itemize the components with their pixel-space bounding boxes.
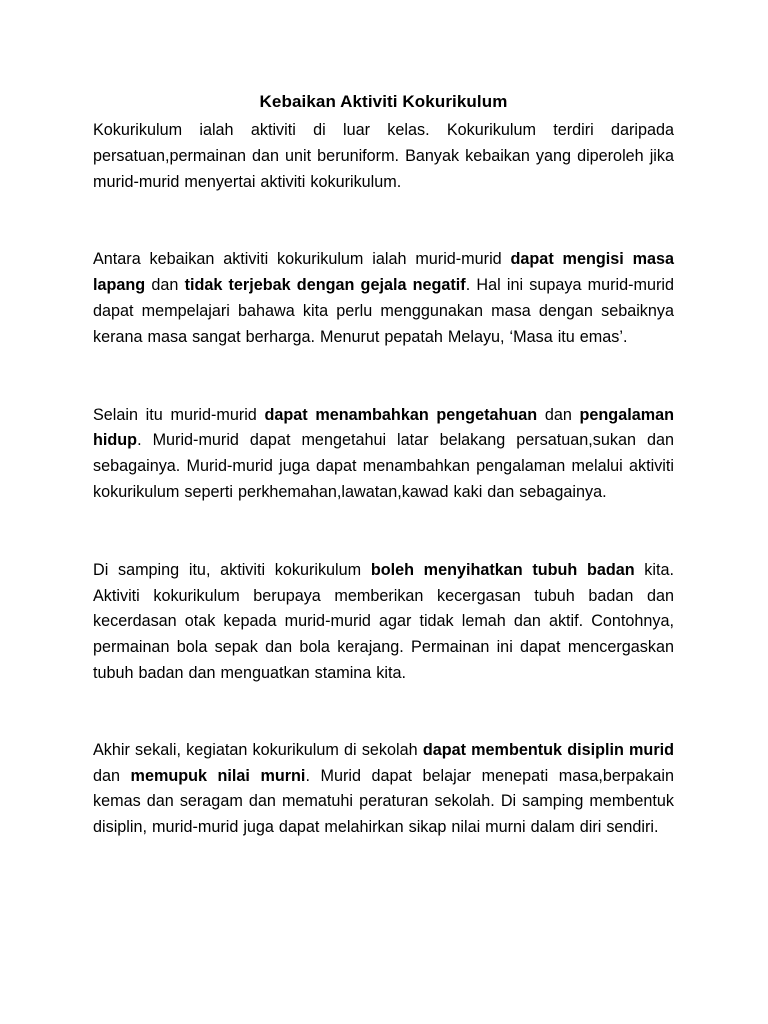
document-title: Kebaikan Aktiviti Kokurikulum — [259, 92, 508, 111]
paragraph-benefit-knowledge — [93, 403, 674, 506]
bold-text-segment: dapat menambahkan pengetahuan — [264, 405, 538, 424]
text-segment: . Murid dapat belajar menepati masa,berpakain kemas dan seragam dan mematuhi peraturan sekolah. Di samping membentuk disiplin, murid-murid juga dapat melahirkan sikap nilai murni dalam diri sendiri. — [93, 766, 674, 837]
bold-text-segment: pengalaman hidup — [93, 405, 674, 450]
text-segment: kita. Aktiviti kokurikulum berupaya memberikan kecergasan tubuh badan dan kecerdasan otak kepada murid-murid agar tidak lemah dan aktif. Contohnya, permainan bola sepak dan bola kerajang. Permainan ini dapat mencergaskan tubuh badan dan menguatkan stamina kita. — [93, 560, 674, 682]
bold-text-segment: tidak terjebak dengan gejala negatif — [184, 276, 466, 295]
text-segment: Antara kebaikan aktiviti kokurikulum ialah murid-murid — [93, 250, 511, 269]
text-segment: dan — [93, 766, 131, 785]
text-segment: Selain itu murid-murid — [93, 405, 265, 424]
bold-text-segment: memupuk nilai murni — [130, 766, 306, 785]
paragraph-benefit-discipline — [93, 738, 674, 841]
paragraph-benefit-leisure — [93, 247, 674, 350]
text-segment: dan — [537, 405, 580, 424]
paragraph-intro — [93, 118, 674, 195]
document-page — [93, 90, 674, 841]
bold-text-segment: dapat mengisi masa lapang — [93, 250, 674, 295]
paragraph-benefit-health — [93, 558, 674, 687]
text-segment: . Hal ini supaya murid-murid dapat mempelajari bahawa kita perlu menggunakan masa dengan sebaiknya kerana masa sangat berharga. Menurut pepatah Melayu, ‘Masa itu emas’. — [93, 276, 674, 346]
text-segment: dan — [145, 276, 185, 295]
text-segment: Di samping itu, aktiviti kokurikulum — [93, 560, 371, 579]
bold-text-segment: boleh menyihatkan tubuh badan — [370, 560, 635, 579]
text-segment: . Murid-murid dapat mengetahui latar belakang persatuan,sukan dan sebagainya. Murid-murid juga dapat menambahkan pengalaman melalui aktiviti kokurikulum seperti perkhemahan,lawatan,kawad kaki dan sebagainya. — [93, 431, 674, 501]
text-segment: Kokurikulum ialah aktiviti di luar kelas. Kokurikulum terdiri daripada persatuan,permainan dan unit beruniform. Banyak kebaikan yang diperoleh jika murid-murid menyertai aktiviti kokurikulum. — [93, 121, 674, 191]
text-segment: Akhir sekali, kegiatan kokurikulum di sekolah — [93, 740, 423, 759]
bold-text-segment: dapat membentuk disiplin murid — [422, 740, 675, 759]
